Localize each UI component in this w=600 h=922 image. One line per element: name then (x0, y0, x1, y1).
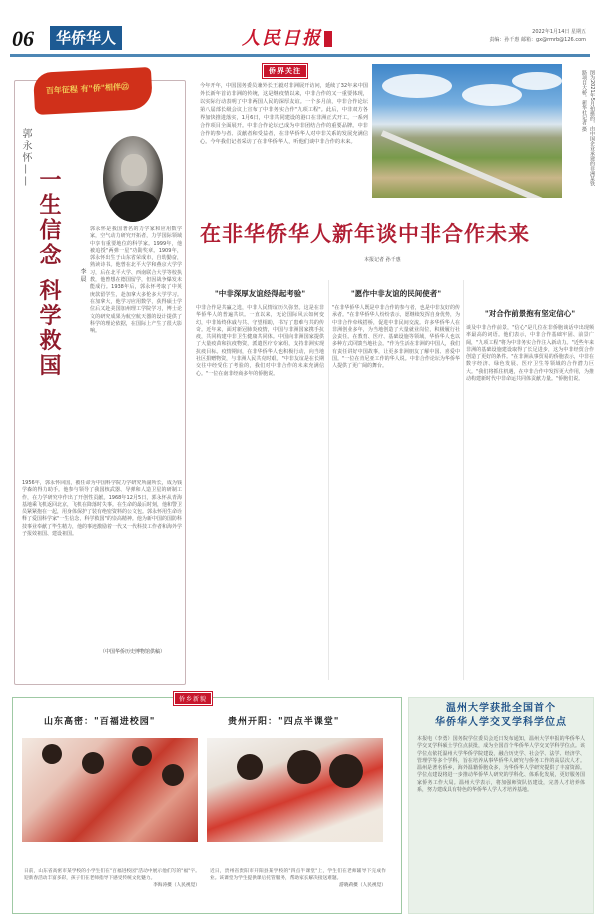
feature-writer: 李 晨 (79, 268, 86, 282)
brief-news-box (408, 697, 594, 914)
section-heading: "中非深厚友谊经得起考验" (214, 289, 306, 298)
main-headline: 在非华侨华人新年谈中非合作未来 (200, 221, 530, 246)
photo-credit: 游晓莉摄（人民视觉） (339, 883, 386, 888)
main-byline: 本报记者 孙千惠 (364, 257, 401, 263)
series-ribbon-text: 百年征程 有"侨"相伴㉒ (45, 81, 130, 96)
photo-news-tag-text: 侨乡新貌 (175, 693, 211, 704)
portrait-face (121, 154, 147, 186)
railway-bridge-photo (372, 64, 562, 198)
photo-story-1-caption (24, 868, 200, 908)
students-homework-photo (207, 738, 383, 842)
section-label: 华侨华人 (50, 26, 122, 50)
child-head (132, 746, 152, 766)
feature-body-upper: 郭永怀是我国著名的力学家和应用数学家，空气动力研究开拓者，力学国际领域中享有重要地位的科学家。1999年，他被追授"两弹一星"功勋奖章。1909年，郭永怀出生于山东省荣成市，自幼勤奋，熟读诗书。他曾在北平大学和燕京大学学习，后在北平大学、西南联合大学等校执教，他曾想在德国留学，但因战争爆发未能成行。1938年后，郭永怀考取了中英庚款留学生，赴加拿大多伦多大学学习。在加拿大，他学习应用数学，获得硕士学位后又赴美国加州理工学院学习，博士论文的研究成果为航空航天器的设计提供了科学的理论依据，在国际上产生了很大影响。 (90, 226, 182, 335)
section-body: 谈及中非合作前景，"信心"是几位在非侨胞谈话中出现频率最高的词语。他们表示，中非合作基础牢固、前景广阔，"九项工程"将为中非务实合作注入新动力。"近些年来非洲的基础设施建设取得了长足进步，这为中非经贸合作创造了更好的条件。"在非洲从事贸易的侨胞表示，中非在数字经济、绿色发展、医疗卫生等领域的合作潜力巨大。"我们将抓住机遇，在中非合作中发挥更大作用，为推动构建新时代中非命运共同体贡献力量。"侨胞们说。 (466, 325, 594, 383)
cloud (462, 84, 522, 106)
section-heading: "愿作中非友谊的民间使者" (350, 289, 442, 298)
main-story-tag-text: 侨界关注 (264, 65, 306, 77)
editor-info: 责编：孙千惠 邮箱：gx@rmrb@126.com (489, 37, 586, 43)
page-header (10, 24, 590, 54)
cloud (382, 74, 452, 98)
masthead-seal-icon (324, 31, 332, 47)
feature-body-lower: 1956年，郭永怀回国，被任命为中国科学院力学研究所副所长，成为钱学森的得力助手。他参与领导了我国核武器、导弹和人造卫星的研制工作，在力学研究中作出了开创性贡献。1968年12月5日，郭永怀从青海基地乘飞机返回北京，飞机在降落时失事。在生命的最后时刻，他和警卫员紧紧抱在一起，用身体保护了装有绝密资料的公文包。郭永怀用生命诠释了爱国科学家"一生信念，科学救国"的崇高精神。他为新中国的国防科技事业奉献了毕生精力，他的事迹激励着一代又一代科技工作者和海外学子报效祖国、建设祖国。 (22, 480, 182, 538)
header-rule (10, 54, 590, 57)
main-story-intro-text: 今年开年，中国国务委员兼外长王毅对非洲展开访问，延续了32年来中国外长新年首访非洲的传统，这是继疫情以来，中非合作的又一重要体现，以实际行动表明了中非两国人民的深厚友谊。一个多月前，中非合作论坛第八届部长级会议上宣布了中非务实合作"九项工程"。此后，中非双方各界加快推进落实，1月6日，中非共同建设的港口在非洲正式开工。一系列合作项目全面展开。中非合作论坛已成为中非团结合作的重要品牌。中非合作的参与者、贡献者和受益者，在非华侨华人对中非关系的发展充满信心。今年我们记者采访了在非华侨华人，听他们谈中非合作的未来。 (200, 83, 368, 145)
photo-story-2-caption (210, 868, 386, 908)
child-head (82, 752, 104, 774)
photo-story-2-title: 贵州开阳："四点半课堂" (228, 717, 340, 727)
cloud (512, 72, 562, 90)
child-head (237, 754, 263, 780)
column-divider (328, 280, 329, 680)
main-story-tag (262, 63, 308, 79)
section-body: "在非华侨华人既是中非合作的参与者，也是中非友好的传承者。"在非华侨华人纷纷表示，愿继续发挥自身优势，为中非合作牵线搭桥，促进中非民间交流。许多华侨华人在非洲创业多年，为当地创造了大量就业岗位，积极履行社会责任。在教育、医疗、基础设施等领域，华侨华人也以多种方式回馈当地社会。"作为生活在非洲的中国人，我们有责任讲好中国故事，让更多非洲朋友了解中国、喜爱中国。"一位在肯尼亚工作的华人说。中非合作论坛为华侨华人提供了更广阔的舞台。 (332, 305, 460, 370)
column-divider (463, 280, 464, 680)
bridge (381, 130, 558, 198)
caption-text: 近日，贵州省贵阳市开阳县某学校的"四点半课堂"上，学生们在老师辅导下完成作业。该课堂为学生提供课后托管服务，帮助家长解决接送难题。 (210, 869, 386, 881)
photo-story-1-title: 山东高密："百福进校园" (44, 717, 156, 727)
section-heading: "对合作前景抱有坚定信心" (484, 309, 576, 318)
brief-title (409, 702, 593, 730)
child-head (42, 744, 62, 764)
masthead-text: 人民日报 (242, 28, 322, 49)
story-section-2 (332, 280, 460, 680)
story-section-3 (466, 300, 594, 700)
issue-date: 2022年1月14日 星期五 (532, 29, 586, 35)
brief-body: 本报电（李勇）国务院学位委员会近日发布通知，温州大学申报的华侨华人学交叉学科硕士学位点获批，成为全国首个华侨华人学交叉学科学位点。该学位点依托温州大学华侨学院建设，融合历史学、社会学、法学、经济学、管理学等多个学科，旨在培养从事华侨华人研究与侨务工作的高层次人才。温州是著名侨乡，海外温籍侨胞众多，为华侨华人学研究提供了丰富资源。学位点建设将进一步推动华侨华人研究的学科化、体系化发展，更好服务国家侨务工作大局。温州大学表示，将加强师资队伍建设，完善人才培养体系，努力建成具有特色的华侨华人学人才培养基地。 (417, 736, 585, 794)
section-body: 中非合作是共赢之选，中非人民情谊历久弥坚。这是在非华侨华人的普遍共识。一直以来，无论国际风云如何变幻，中非始终休戚与共、守望相助，书写了患难与共的传奇。近年来，面对新冠肺炎疫情，中国与非洲国家携手抗疫，共同构建中非卫生健康共同体。中国向非洲国家提供了大量疫苗和抗疫物资，派遣医疗专家组，支持非洲实现抗疫目标。疫情期间，在非华侨华人也积极行动，向当地社区捐赠物资，与非洲人民共克时艰。"中非友谊是在长期交往中经受住了考验的，我们对中非合作的未来充满信心。"一位在南非经商多年的侨胞说。 (196, 305, 324, 377)
brief-title-line2: 华侨华人学交叉学科学位点 (435, 717, 567, 728)
students-fu-photo (22, 738, 198, 842)
feature-title: 一生信念 科学救国 (36, 168, 62, 379)
portrait-photo (103, 136, 163, 222)
series-ribbon (33, 67, 153, 115)
brief-title-line1: 温州大学获批全国首个 (446, 703, 556, 714)
story-section-1 (196, 280, 324, 680)
page-number: 06 (12, 26, 34, 51)
main-story-intro (200, 82, 368, 220)
caption-text: 日前，山东省高密市某学校的小学生们在"百福进校园"活动中展示他们写的"福"字。迎新春活动丰富多彩，孩子们在老师指导下感受传统文化魅力。 (24, 869, 200, 881)
photo-news-tag (173, 691, 213, 706)
issue-meta (489, 28, 586, 44)
child-head (287, 750, 321, 784)
child-head (162, 764, 184, 786)
masthead-logo (242, 24, 332, 50)
photo-caption: 图为2021年5月拍摄的，由中国企业承建的非洲某铁路项目大桥。新华社记者 摄 (581, 70, 595, 186)
feature-credit: （中国华侨历史博物馆供稿） (100, 649, 166, 655)
photo-credit: 李海涛摄（人民视觉） (153, 883, 200, 888)
child-head (329, 754, 363, 788)
feature-subject: 郭永怀—— (20, 128, 31, 188)
portrait-body (109, 191, 159, 222)
